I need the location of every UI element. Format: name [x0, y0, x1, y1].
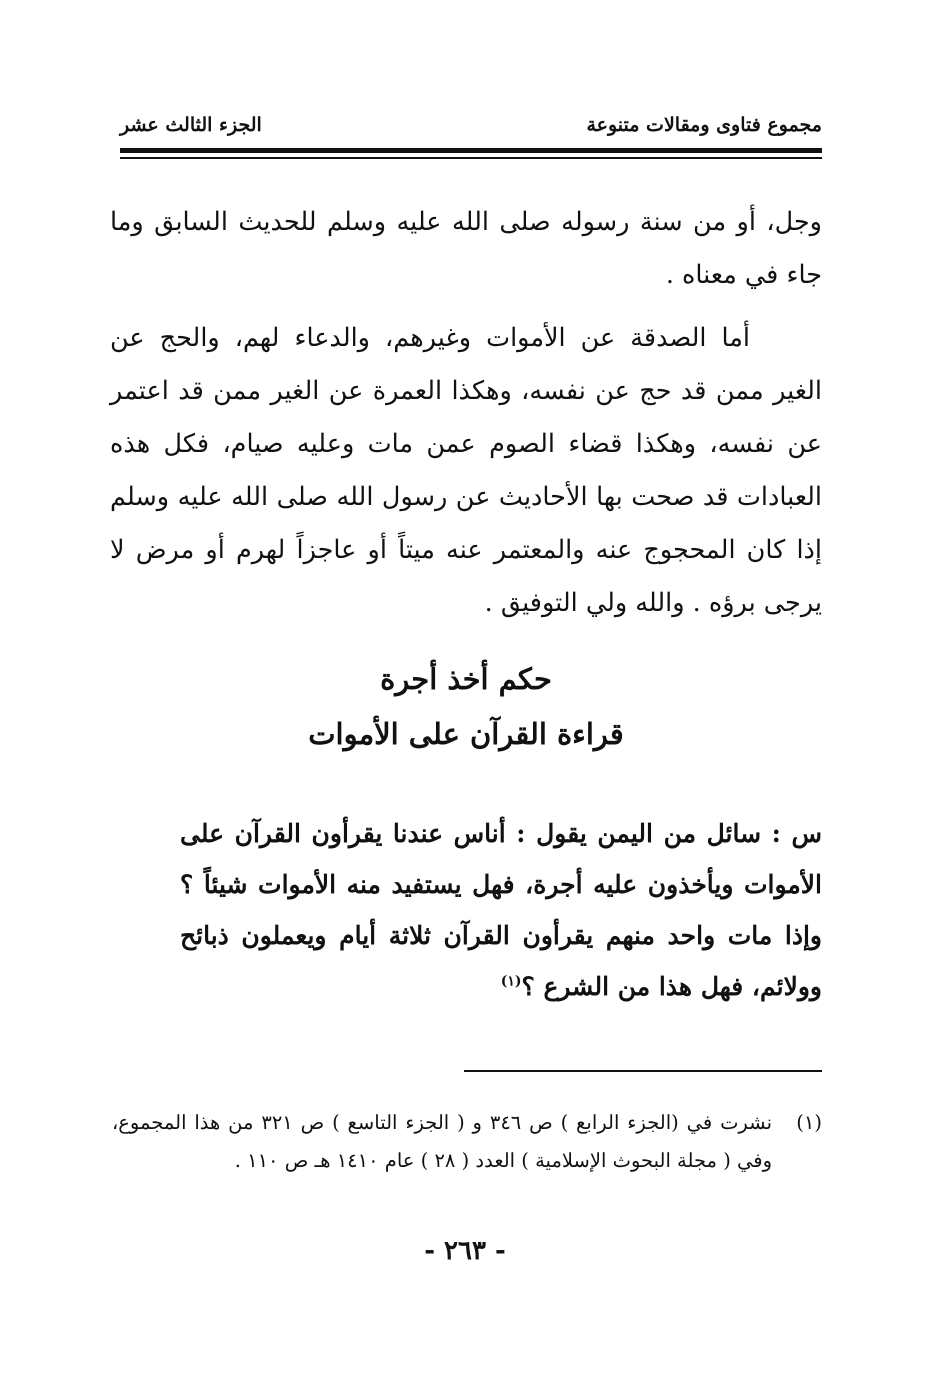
footnote-number: (١): [796, 1111, 822, 1134]
heading-line-1: حكم أخذ أجرة: [380, 662, 552, 696]
body-text: [110, 196, 822, 630]
running-header: [110, 114, 822, 144]
paragraph-continued: وجل، أو من سنة رسوله صلى الله عليه وسلم للحديث السابق وما جاء في معناه .: [110, 207, 822, 290]
footnote-text: نشرت في (الجزء الرابع ) ص ٣٤٦ و ( الجزء التاسع ) ص ٣٢١ من هذا المجموع، وفي ( مجلة البحوث الإسلامية ) العدد ( ٢٨ ) عام ١٤١٠ هـ ص ١١٠ .: [112, 1111, 773, 1172]
heading-line-2: قراءة القرآن على الأموات: [308, 717, 624, 751]
page-number: - ٢٦٣ -: [424, 1236, 506, 1266]
volume-label: الجزء الثالث عشر: [120, 114, 262, 136]
footnote: [112, 1104, 822, 1180]
footnote-separator: [464, 1070, 822, 1072]
book-title: مجموع فتاوى ومقالات متنوعة: [586, 114, 822, 136]
question-paragraph: [180, 808, 822, 1012]
section-heading: [110, 652, 822, 762]
question-block: [180, 808, 822, 1012]
footnote-reference: (١): [500, 973, 522, 990]
paragraph-charity: أما الصدقة عن الأموات وغيرهم، والدعاء لهم، والحج عن الغير ممن قد حج عن نفسه، وهكذا العمرة عن الغير ممن قد اعتمر عن نفسه، وهكذا قضاء الصوم عمن مات وعليه صيام، فكل هذه العبادات قد صحت بها الأحاديث عن رسول الله صلى الله عليه وسلم إذا كان المحجوج عنه والمعتمر عنه ميتاً أو عاجزاً لهرم أو مرض لا يرجى برؤه . والله ولي التوفيق .: [110, 323, 822, 618]
question-text: س : سائل من اليمن يقول : أناس عندنا يقرأون القرآن على الأموات ويأخذون عليه أجرة، فهل يستفيد منه الأموات شيئاً ؟ وإذا مات واحد منهم يقرأون القرآن ثلاثة أيام ويعملون ذبائح وولائم، فهل هذا من الشرع ؟: [180, 819, 822, 1001]
footnote-paragraph: [112, 1104, 822, 1180]
header-rule-thin: [120, 157, 822, 159]
header-rule-thick: [120, 148, 822, 153]
